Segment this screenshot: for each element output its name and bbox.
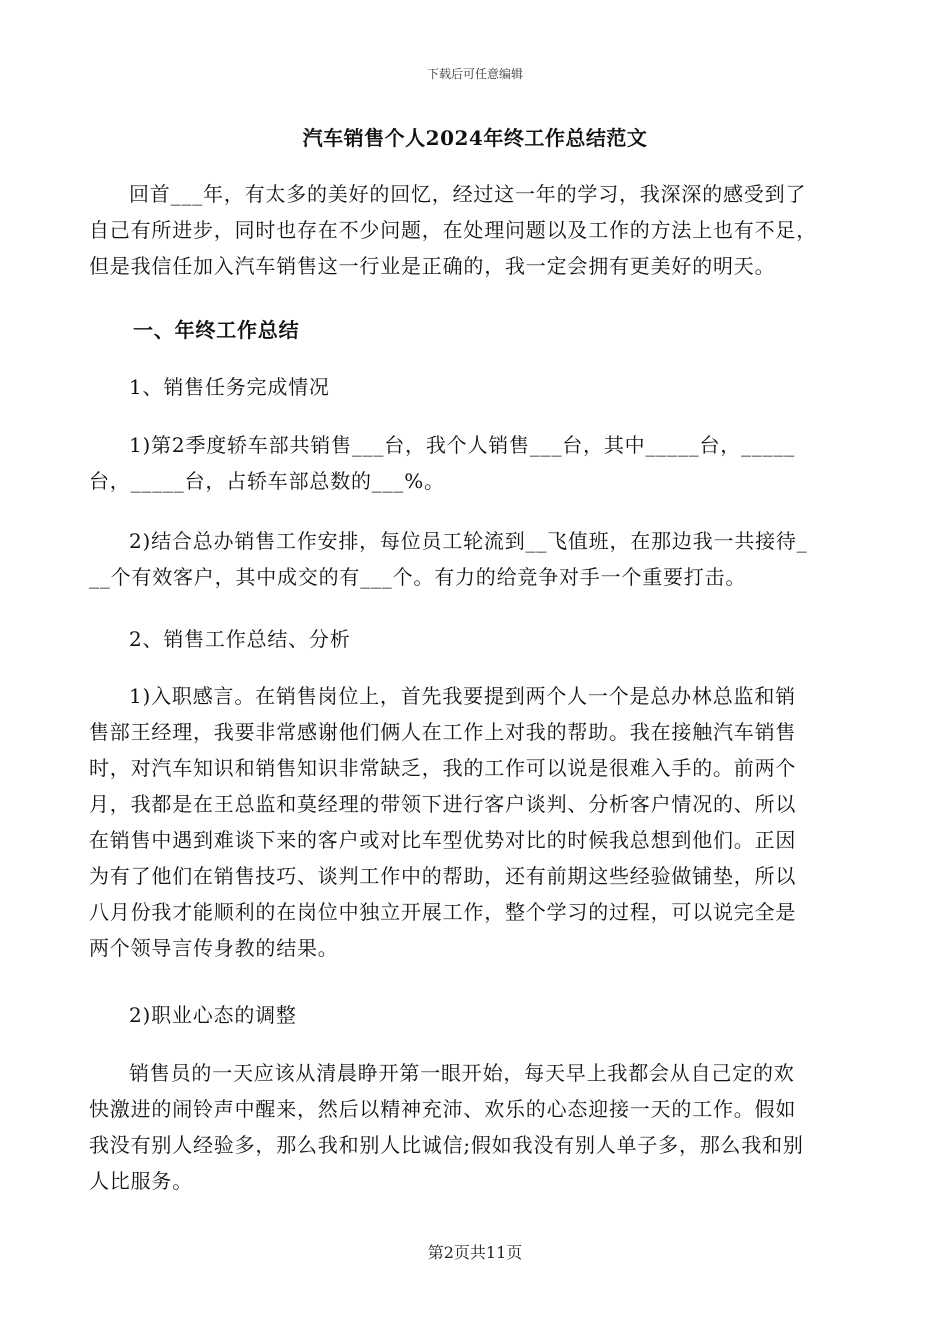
text-line: 月，我都是在王总监和莫经理的带领下进行客户谈判、分析客户情况的、所以 (89, 792, 797, 816)
subsection-heading (89, 621, 861, 657)
subheading-text: 2)职业心态的调整 (129, 1003, 297, 1027)
text-line: 1)第2季度轿车部共销售___台，我个人销售___台，其中_____台，_____ (129, 433, 796, 457)
subsection-heading (89, 997, 861, 1033)
text-line: 销售员的一天应该从清晨睁开第一眼开始，每天早上我都会从自己定的欢 (129, 1061, 795, 1085)
page-number: 第2页共11页 (427, 1243, 523, 1262)
subsection-heading (89, 369, 861, 405)
heading-text: 一、年终工作总结 (133, 318, 300, 342)
text-line: 为有了他们在销售技巧、谈判工作中的帮助，还有前期这些经验做铺垫，所以 (89, 864, 797, 888)
sales-paragraph (89, 427, 861, 499)
text-line: 自己有所进步，同时也存在不少问题，在处理问题以及工作的方法上也有不足， (89, 218, 817, 242)
subheading-text: 2、销售工作总结、分析 (129, 627, 351, 651)
text-line: 回首___年，有太多的美好的回忆，经过这一年的学习，我深深的感受到了 (129, 182, 807, 206)
onboarding-paragraph (89, 678, 861, 966)
text-line: 时，对汽车知识和销售知识非常缺乏，我的工作可以说是很难入手的。前两个 (89, 756, 797, 780)
text-line: 台，_____台，占轿车部总数的___%。 (89, 469, 445, 493)
section-heading (89, 312, 861, 348)
attitude-paragraph (89, 1055, 861, 1199)
download-note: 下载后可任意编辑 (426, 67, 523, 81)
text-line: 在销售中遇到难谈下来的客户或对比车型优势对比的时候我总想到他们。正因 (89, 828, 797, 852)
intro-paragraph (89, 176, 861, 284)
text-line: 1)入职感言。在销售岗位上，首先我要提到两个人一个是总办林总监和销 (129, 684, 796, 708)
text-line: 两个领导言传身教的结果。 (89, 936, 339, 960)
text-line: 售部王经理，我要非常感谢他们俩人在工作上对我的帮助。我在接触汽车销售 (89, 720, 797, 744)
text-line: __个有效客户，其中成交的有___个。有力的给竞争对手一个重要打击。 (89, 565, 747, 589)
document-title: 汽车销售个人2024年终工作总结范文 (302, 126, 648, 150)
subheading-text: 1、销售任务完成情况 (129, 375, 330, 399)
duty-paragraph (89, 523, 861, 595)
text-line: 我没有别人经验多，那么我和别人比诚信;假如我没有别人单子多，那么我和别 (89, 1133, 804, 1157)
text-line: 快激进的闹铃声中醒来，然后以精神充沛、欢乐的心态迎接一天的工作。假如 (89, 1097, 797, 1121)
text-line: 但是我信任加入汽车销售这一行业是正确的，我一定会拥有更美好的明天。 (89, 254, 776, 278)
text-line: 八月份我才能顺利的在岗位中独立开展工作，整个学习的过程，可以说完全是 (89, 900, 797, 924)
text-line: 2)结合总办销售工作安排，每位员工轮流到__飞值班，在那边我一共接待_ (129, 529, 808, 553)
text-line: 人比服务。 (89, 1169, 193, 1193)
